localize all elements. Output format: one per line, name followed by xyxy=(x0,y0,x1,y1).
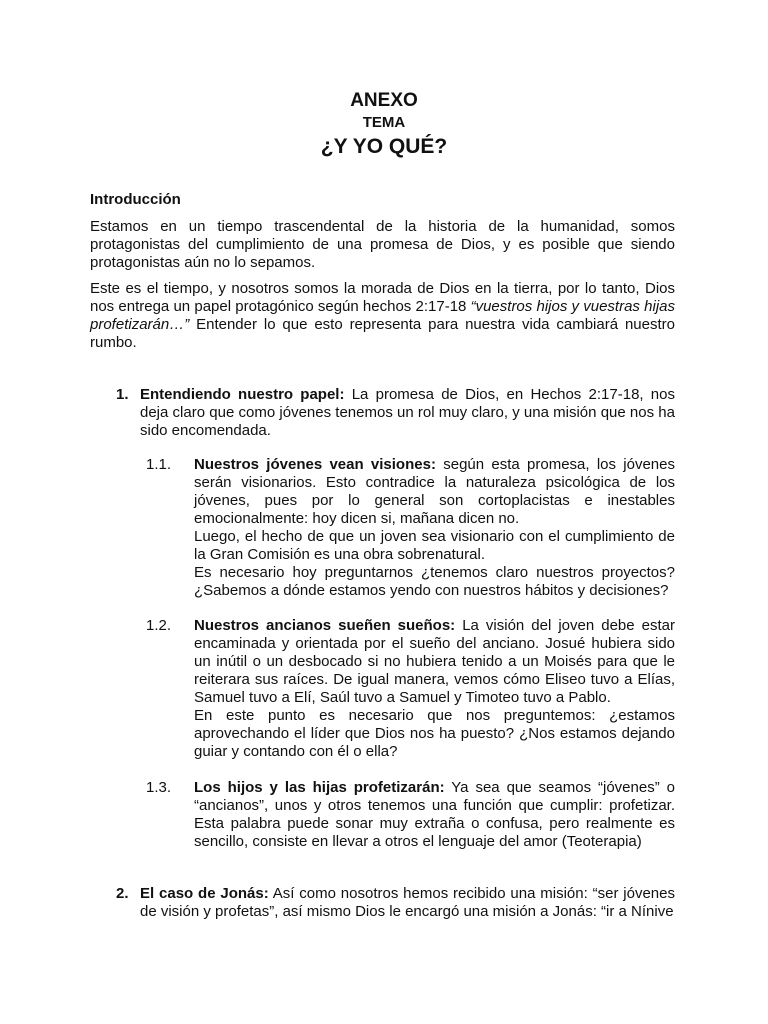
subsection-line xyxy=(194,456,675,528)
section-number: 1. xyxy=(116,386,129,403)
subsection-title: Los hijos y las hijas profetizarán: xyxy=(194,779,445,796)
subsection-1-2 xyxy=(90,617,675,761)
section-2 xyxy=(90,885,675,921)
subsection-line: En este punto es necesario que nos preguntemos: ¿estamos aprovechando el líder que Dios nos ha puesto? ¿Nos estamos dejando guiar y contando con él o ella? xyxy=(194,707,675,760)
title-block xyxy=(0,90,768,159)
annex-title: ANEXO xyxy=(350,90,418,111)
subsection-1-1 xyxy=(90,456,675,600)
subsection-text: Ya sea que seamos “jóvenes” o “ancianos”, unos y otros tenemos una función que cumplir: profetizar. Esta palabra puede sonar muy extraña o confusa, pero realmente es sencillo, consiste en llevar a otros el lenguaje del amor (Teoterapia) xyxy=(194,779,675,850)
intro-paragraph-2-end: Entender lo que esto representa para nuestra vida cambiará nuestro rumbo. xyxy=(90,316,675,351)
section-title: Entendiendo nuestro papel: xyxy=(140,386,345,403)
subsection-number: 1.3. xyxy=(146,779,172,796)
subsection-line: Luego, el hecho de que un joven sea visionario con el cumplimiento de la Gran Comisión es una obra sobrenatural. xyxy=(194,528,675,563)
subsection-1-3 xyxy=(90,779,675,851)
scripture-quote: “vuestros hijos y vuestras hijas profetizarán…” xyxy=(90,298,675,333)
topic-label: TEMA xyxy=(362,114,406,131)
intro-paragraph-2-start: Este es el tiempo, y nosotros somos la morada de Dios en la tierra, por lo tanto, Dios nos entrega un papel protagónico según hechos 2:17-18 xyxy=(90,280,675,315)
subsection-number: 1.1. xyxy=(146,456,172,473)
page-title: ¿Y YO QUÉ? xyxy=(320,135,448,158)
subsection-line xyxy=(194,779,675,851)
intro-paragraph-1: Estamos en un tiempo trascendental de la historia de la humanidad, somos protagonistas del cumplimiento de una promesa de Dios, y es posible que siendo protagonistas aún no lo sepamos. xyxy=(90,218,675,271)
intro-paragraph-2 xyxy=(90,280,675,352)
section-1 xyxy=(90,386,675,440)
subsection-text: La visión del joven debe estar encaminada y orientada por el sueño del anciano. Josué hubiera sido un inútil o un desbocado si no hubiera tenido a un Moisés para que le reiterara sus raíces. De igual manera, vemos cómo Eliseo tuvo a Elías, Samuel tuvo a Elí, Saúl tuvo a Samuel y Timoteo tuvo a Pablo. xyxy=(194,617,675,706)
section-text: Así como nosotros hemos recibido una misión: “ser jóvenes de visión y profetas”, así mismo Dios le encargó una misión a Jonás: “ir a Nínive xyxy=(140,885,675,920)
subsection-text: según esta promesa, los jóvenes serán visionarios. Esto contradice la naturaleza psicológica de los jóvenes, pues por lo general son cortoplacistas e inestables emocionalmente: hoy dicen si, mañana dicen no. xyxy=(194,456,675,527)
section-number: 2. xyxy=(116,885,129,902)
subsection-title: Nuestros ancianos sueñen sueños: xyxy=(194,617,456,634)
subsection-number: 1.2. xyxy=(146,617,172,634)
section-text: La promesa de Dios, en Hechos 2:17-18, nos deja claro que como jóvenes tenemos un rol muy claro, y una misión que nos ha sido encomendada. xyxy=(140,386,675,439)
subsection-title: Nuestros jóvenes vean visiones: xyxy=(194,456,436,473)
subsection-line xyxy=(194,617,675,707)
subsection-line: Es necesario hoy preguntarnos ¿tenemos claro nuestros proyectos? ¿Sabemos a dónde estamos yendo con nuestros hábitos y decisiones? xyxy=(194,564,675,599)
section-title: El caso de Jonás: xyxy=(140,885,269,902)
document-body xyxy=(90,191,675,921)
intro-heading: Introducción xyxy=(90,191,181,208)
